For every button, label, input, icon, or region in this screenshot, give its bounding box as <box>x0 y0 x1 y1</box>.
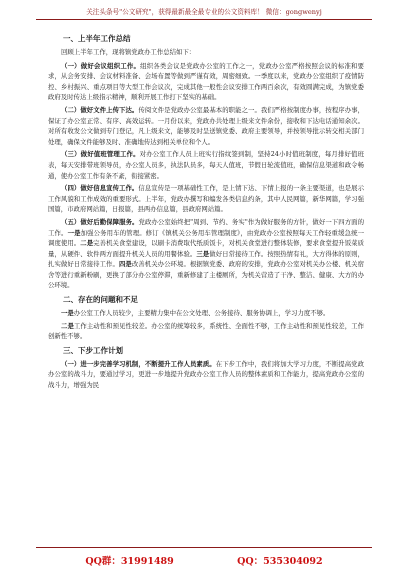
item-text: 完善机关食堂建设，以刷卡消费取代纸质饭卡，对机关食堂进行整体装修，要求食堂提升饭菜质量，从硬件、软件两方面提升机关人员的用餐体验。 <box>48 239 365 258</box>
qq-number: QQ：535304092 <box>237 556 323 567</box>
paragraph-lead: （五）做好后勤保障服务。 <box>61 217 139 226</box>
paragraph-documents <box>48 105 364 147</box>
item-text: 办公室工作人员较少，主要精力集中在公文处理、公务接待、服务协调上，学习力度不够。 <box>73 309 330 318</box>
item-lead: 一是 <box>67 228 81 237</box>
problem-item <box>48 321 364 342</box>
paragraph-duty <box>48 149 364 181</box>
item-lead: 二是 <box>61 321 74 330</box>
header-divider <box>36 19 372 20</box>
footer-divider <box>36 547 372 548</box>
paragraph-lead: （一）做好会议组织工作。 <box>61 61 141 70</box>
paragraph-lead: （四）做好信息宣传工作。 <box>61 184 139 193</box>
item-text: 改善机关办公环境。根据镇党委、政府的安排，党政办公室对机关办公楼、机关宿舍等进行重新粉刷，更换了部分办公室停滞，重新修建了主楼厕所，为机关营造了干净、整洁、健康、大方的办公环境。 <box>48 260 365 290</box>
section-intro: 回顾上半年工作，现将镇党政办工作总结如下： <box>61 48 196 56</box>
section-title-1: 一、上半年工作总结 <box>63 34 131 43</box>
item-text: 工作主动性和预见性较差。办公室的统筹较多，系统性、全面性不够，工作主动性和预见性较差，工作创新性不够。 <box>48 321 365 341</box>
paragraph-lead: （三）做好值班管理工作。 <box>61 150 140 159</box>
paragraph-text: 信息宣传是一项基础性工作，是上情下达、下情上报的一条主要渠道，也是展示工作风貌和工作成效的重要形式。上半年，党政办撰写和编发各类信息约条，其中人民网篇，新华网篇，学习强国篇，市政府网站篇，日报篇，县两办信息篇，县政府网站篇。 <box>48 184 365 214</box>
item-lead: （一）进一步完善学习机制，不断提升工作人员素质。 <box>61 359 216 368</box>
plan-item <box>48 359 364 391</box>
item-lead: 四是 <box>118 260 132 269</box>
item-lead: 三是 <box>196 249 210 258</box>
item-text: 加强公务用车的管理。修订《镇机关公务用车管理制度》，由党政办公室按照每天工作轻重缓急统一调度使用。 <box>48 228 365 248</box>
item-lead: 一是 <box>61 309 74 318</box>
paragraph-text: 党政办公室始终把"周到、节约、务实"作为做好服务的方针，做好一下四方面的工作。 <box>48 217 364 237</box>
paragraph-text: 组织各类会议是党政办公室的工作之一，党政办公室严格按照会议的标准和要求，从会务安排、会议材料准备、会场布置等做到严谨有效，周密细致。一季度以来，党政办公室组织了疫情防控、乡村振兴、重点项目等大型工作会议次，完成其他一般性会议安排工作两百余次，有效圆满完成，为镇党委政府及时传达上级指示精神，顺利开展工作打下坚实的基础。 <box>48 61 365 102</box>
paragraph-publicity <box>48 183 364 215</box>
header-banner: 关注头条号"公文研究"，获得最新最全最专业的公文资料库！ 微信：gongwenyj <box>86 8 322 16</box>
paragraph-logistics <box>48 217 364 291</box>
item-text: 在下步工作中，我们将加大学习力度，不断提高党政办公室的战斗力，要通过学习，更进一步地提升党政办公室工作人员的整体素质和工作能力，提高党政办公室的战斗力，增强为民 <box>48 359 365 390</box>
paragraph-lead: （二）做好文件上传下达。 <box>61 105 139 114</box>
document-body <box>48 30 364 393</box>
footer-contact <box>0 553 408 567</box>
problem-item <box>48 308 364 319</box>
section-title-3: 三、下步工作计划 <box>63 345 123 355</box>
paragraph-text: 对办公室工作人员上班实行指纹签到制，坚持24小时值班制度，每月排好值班表，每天安排带班领导员，办公室人员多，执法队员多，每天人值班，节假日轮流值班，确保信息渠道和政令畅通，使办公室工作有条不紊，衔接紧密。 <box>48 150 365 180</box>
item-text: 做好日常接待工作。按照热情有礼，大方得体的原则，扎实做好日常接待工作。 <box>48 249 365 269</box>
paragraph-text: 传阅文件是党政办公室最基本的职能之一。我们严格按制度办事，按程序办事，保证了办公室正常、有序、高效运转。一月份以来，党政办共处理上级来文件余份，接收和下达电话通知余次。对所有收发公文做到专门登记，凡上级来文，能够及时呈送镇党委、政府主要领导，并按领导批示转交相关部门处理，确保文件能够及时、准确地传达到相关单位和个人。 <box>48 105 365 146</box>
paragraph-meetings <box>48 61 364 103</box>
item-lead: 二是 <box>80 239 94 248</box>
qq-group-number: QQ群：31991489 <box>85 556 174 567</box>
section-title-2: 二、存在的问题和不足 <box>63 295 138 305</box>
